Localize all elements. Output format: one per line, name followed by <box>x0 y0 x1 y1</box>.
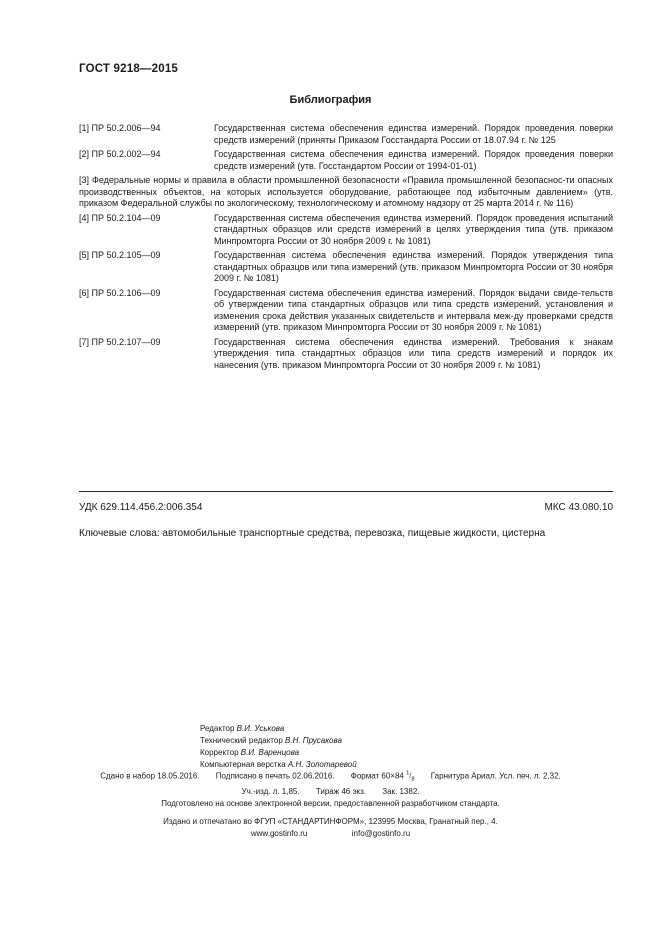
bibliography-entry <box>79 288 613 334</box>
imprint-publ-sheets: Уч.-изд. л. 1,85. <box>241 786 300 796</box>
entry-text: Государственная система обеспечения единства измерений. Требования к знакам утверждения типа стандартных образцов или типа средств измерений и порядок их нанесения (утв. приказом Минпромторга России от 30 ноября 2009 г. № 1081) <box>214 336 613 370</box>
imprint-circulation: Тираж 46 экз. <box>315 786 367 796</box>
publisher-email: info@gostinfo.ru <box>351 829 411 838</box>
section-divider <box>79 491 613 492</box>
entry-reference: [2] ПР 50.2.002—94 <box>79 149 161 159</box>
credit-name: В.И. Варенцова <box>240 748 300 757</box>
entry-text: Государственная система обеспечения единства измерений. Порядок утверждения типа стандартных образцов или типа измерений (утв. приказом Минпромторга России от 30 ноября 2009 г. № 1081) <box>214 250 613 283</box>
credit-role: Редактор <box>200 724 235 733</box>
imprint-format: Формат 60×84 <box>350 771 404 781</box>
imprint-font-info: Гарнитура Ариал. Усл. печ. л. 2,32. <box>430 771 561 781</box>
entry-reference: [7] ПР 50.2.107—09 <box>79 336 161 347</box>
credit-role: Технический редактор <box>200 736 283 745</box>
mks-code: МКС 43.080.10 <box>544 502 613 513</box>
entry-reference: [6] ПР 50.2.106—09 <box>79 287 161 298</box>
credits-block <box>200 723 460 771</box>
bibliography-entry <box>79 213 613 248</box>
imprint-typeset-date: Сдано в набор 18.05.2016. <box>100 771 200 781</box>
credit-name: В.Н. Прусакова <box>285 736 342 745</box>
imprint-line <box>0 768 661 786</box>
credit-editor <box>200 723 460 735</box>
publisher-site: www.gostinfo.ru <box>250 829 308 838</box>
format-fraction: $^1/_8$ <box>406 771 415 783</box>
keywords: Ключевые слова: автомобильные транспортные средства, перевозка, пищевые жидкости, цистерна <box>79 528 546 539</box>
credit-name: В.И. Уськова <box>236 724 285 733</box>
bibliography-entry <box>79 123 613 146</box>
document-header: ГОСТ 9218—2015 <box>79 63 179 75</box>
fraction-numerator: 1 <box>406 771 410 777</box>
credit-name: А.Н. Золотаревой <box>287 760 357 769</box>
imprint-line <box>0 786 661 798</box>
entry-text: [3] Федеральные нормы и правила в области промышленной безопасности «Правила промышленной безопаснос-ти опасных производственных объектов, на которых используется оборудование, работающее под избыточным давлением» (утв. приказом Федеральной службы по экологическому, технологическому и атомному надзору от 25 марта 2014 г. № 116) <box>79 175 613 208</box>
credit-technical-editor <box>200 735 460 747</box>
credit-role: Корректор <box>200 748 239 757</box>
entry-text: Государственная система обеспечения единства измерений. Порядок проведения испытаний стандартных образцов или средств измерений в целях утверждения типа (утв. приказом Минпромторга России от 30 ноября 2009 г. № 1081) <box>214 212 613 246</box>
entry-reference: [1] ПР 50.2.006—94 <box>79 123 161 133</box>
imprint-source-note: Подготовлено на основе электронной версии, предоставленной разработчиком стандарта. <box>161 798 500 808</box>
entry-reference: [4] ПР 50.2.104—09 <box>79 212 161 223</box>
bibliography-entry <box>79 175 613 210</box>
fraction-denominator: 8 <box>411 776 415 783</box>
publisher-address: Издано и отпечатано во ФГУП «СТАНДАРТИНФОРМ», 123995 Москва, Гранатный пер., 4. <box>163 817 498 826</box>
bibliography-entry <box>79 337 613 372</box>
bibliography-entry <box>79 250 613 285</box>
udk-code: УДК 629.114.456.2:006.354 <box>79 502 203 513</box>
bibliography-list <box>79 123 613 374</box>
entry-reference: [5] ПР 50.2.105—09 <box>79 250 161 260</box>
entry-text: Государственная система обеспечения единства измерений. Порядок проведения поверки средств измерений (приняты Приказом Госстандарта России от 18.07.94 г. № 125 <box>214 123 613 145</box>
publisher-block <box>0 816 661 840</box>
entry-text: Государственная система обеспечения единства измерений. Порядок проведения поверки средств измерений (утв. Госстандартом России от 1994-01-01) <box>214 149 613 171</box>
imprint-order: Зак. 1382. <box>382 786 420 796</box>
credit-proofreader <box>200 747 460 759</box>
credit-role: Компьютерная верстка <box>200 760 286 769</box>
entry-text: Государственная система обеспечения единства измерений. Порядок выдачи свиде-тельств об утверждении типа стандартных образцов или типа средств измерений, установления и изменения срока действия указанных свидетельств и интервала меж-ду проверками средств измерений (утв. приказом Минпромторга России от 30 ноября 2009 г. № 1081) <box>214 287 613 332</box>
imprint-block <box>0 768 661 810</box>
bibliography-title: Библиография <box>289 94 372 106</box>
publisher-contacts <box>0 828 661 840</box>
imprint-print-date: Подписано в печать 02.06.2016. <box>215 771 335 781</box>
bibliography-entry <box>79 149 613 172</box>
